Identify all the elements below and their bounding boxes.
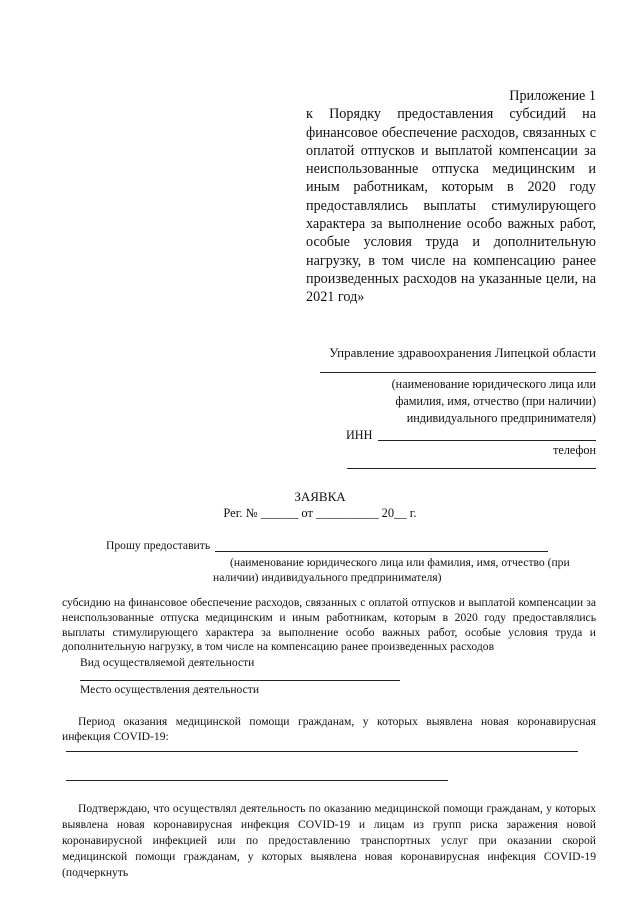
appendix-text: к Порядку предоставления субсидий на финансовое обеспечение расходов, связанных с оплатой отпусков и выплатой компенсации за неиспользованные отпуска медицинским и иным работникам, которым в 2020 году предоставлялись выплаты стимулирующего характера за выполнение особо важных работ, особые условия труда и дополнительную нагрузку, в том числе на компенсацию ранее произведенных расходов на указанные цели, на 2021 год»	[306, 106, 596, 306]
period-line-2	[66, 780, 448, 781]
period-paragraph: Период оказания медицинской помощи гражданам, у которых выявлена новая коронавирусная инфекция COVID-19:	[62, 715, 596, 743]
request-caption-2: наличии) индивидуального предпринимателя)	[213, 571, 442, 584]
application-title: ЗАЯВКА	[294, 489, 346, 504]
phone-line	[347, 468, 596, 469]
phone-label: телефон	[553, 443, 596, 457]
activity-type-label: Вид осуществляемой деятельности	[80, 656, 255, 669]
inn-line	[378, 440, 596, 441]
recipient-name-line	[320, 372, 596, 373]
inn-label: ИНН	[346, 428, 373, 442]
recipient-caption-1: (наименование юридического лица или	[391, 377, 596, 391]
activity-type-line	[80, 680, 400, 681]
request-line	[215, 551, 548, 552]
confirm-paragraph: Подтверждаю, что осуществлял деятельность по оказанию медицинской помощи гражданам, у которых выявлена новая коронавирусная инфекция COVID-19 и лицам из групп риска заражения новой коронавирусной инфекцией или по предоставлению транспортных услуг при оказании скорой медицинской помощи гражданам, у которых выявлена новая коронавирусная инфекция COVID-19 (подчеркнуть	[62, 802, 596, 879]
recipient-caption-3: индивидуального предпринимателя)	[406, 411, 596, 425]
appendix-header	[306, 87, 596, 307]
request-label: Прошу предоставить	[106, 539, 211, 552]
subsidy-paragraph: субсидию на финансовое обеспечение расходов, связанных с оплатой отпусков и выплатой компенсации за неиспользованные отпуска медицинским и иным работникам, которым в 2020 году предоставлялись выплаты стимулирующего характера за выполнение особо важных работ, особые условия труда и дополнительную нагрузку, в том числе на компенсацию ранее произведенных расходов	[62, 596, 596, 654]
period-line-1	[66, 751, 578, 752]
activity-place-label: Место осуществления деятельности	[80, 683, 260, 696]
request-caption-1: (наименование юридического лица или фамилия, имя, отчество (при	[230, 556, 570, 569]
recipient-org: Управление здравоохранения Липецкой области	[329, 345, 596, 360]
registration-line: Рег. № ______ от __________ 20__ г.	[223, 506, 417, 520]
recipient-caption-2: фамилия, имя, отчество (при наличии)	[395, 394, 596, 408]
appendix-number: Приложение 1	[509, 88, 596, 104]
